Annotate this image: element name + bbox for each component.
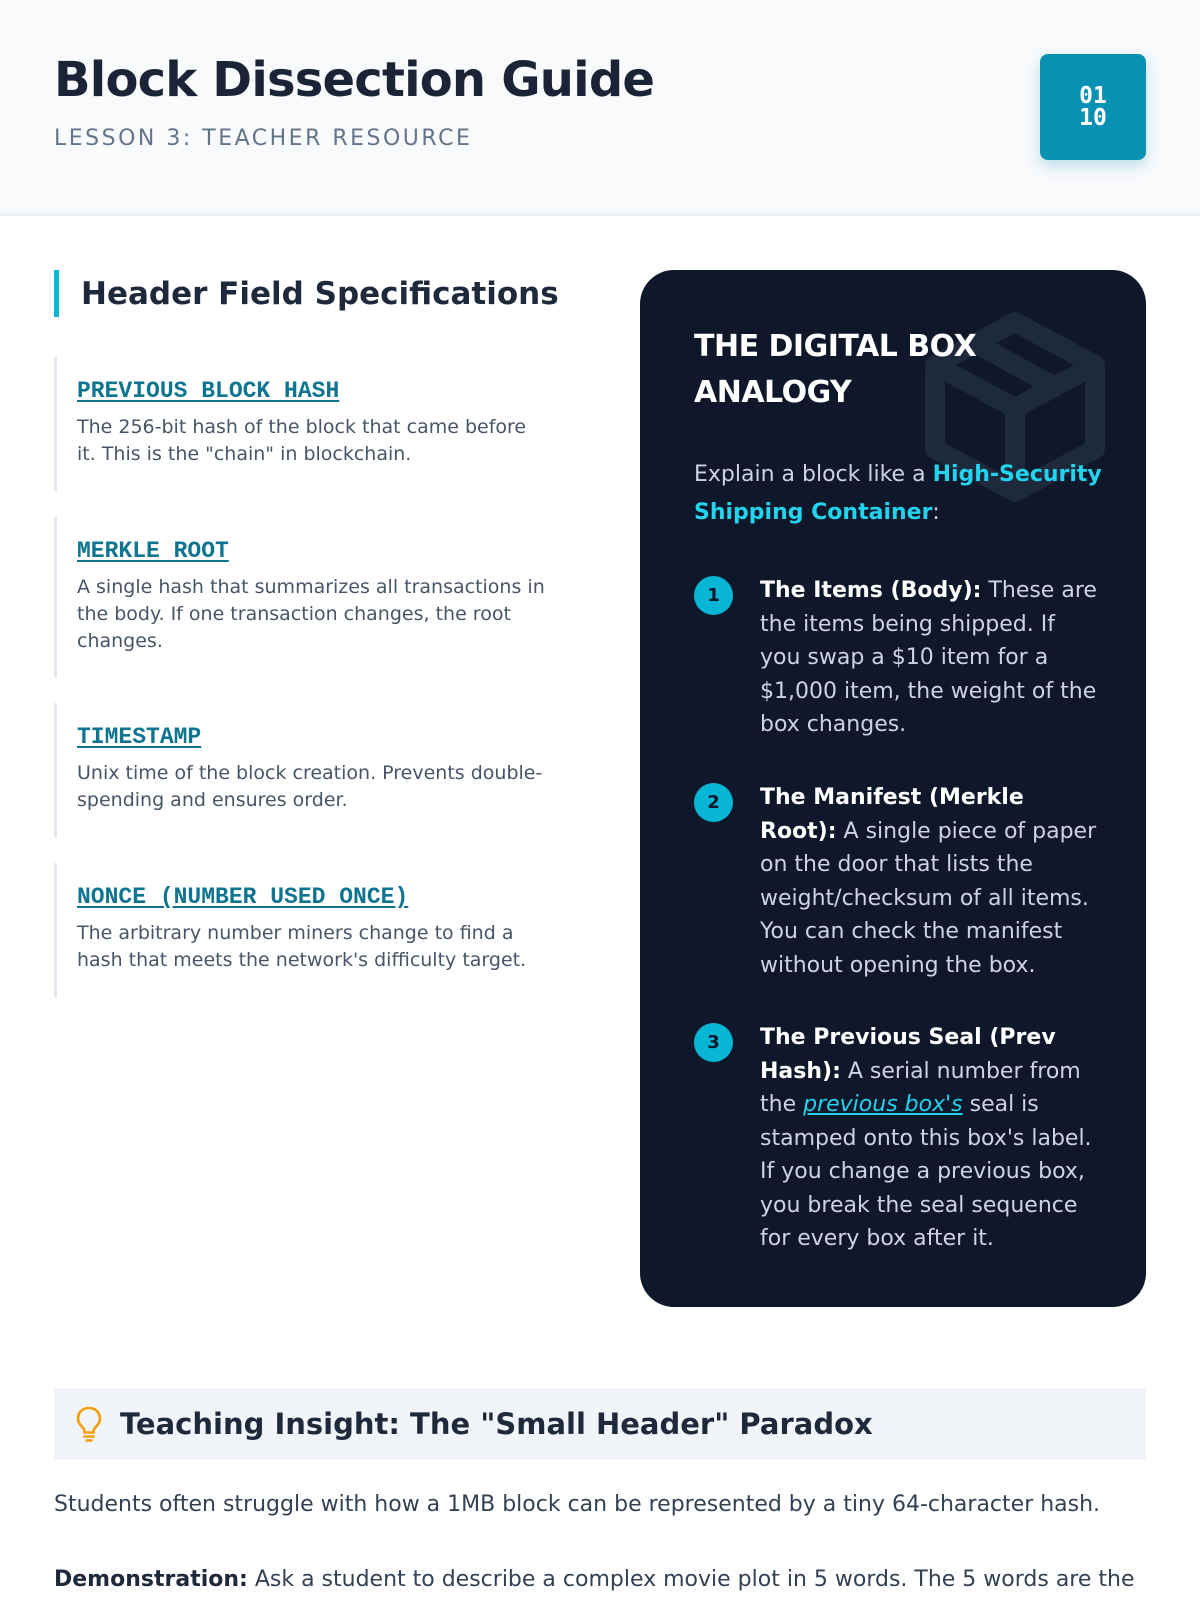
step-text [760, 574, 1102, 742]
step-body: These are the items being shipped. If you swap a $10 item for a $1,000 item, the weight of the box changes. [760, 578, 1097, 737]
lightbulb-icon [74, 1405, 104, 1443]
section-heading [54, 270, 559, 317]
page-header [0, 0, 1200, 216]
field-name-link[interactable]: TIMESTAMP [77, 724, 202, 750]
field-description: Unix time of the block creation. Prevents double-spending and ensures order. [77, 762, 543, 811]
demonstration-text: Ask a student to describe a complex movie plot in 5 words. The 5 words are the [247, 1567, 1135, 1592]
intro-prefix: Explain a block like a [694, 462, 933, 487]
page-title: Block Dissection Guide [54, 52, 655, 108]
step-number-badge: 1 [694, 576, 733, 615]
field-description: A single hash that summarizes all transactions in the body. If one transaction changes, the root changes. [77, 576, 545, 652]
field-name-link[interactable]: NONCE (NUMBER USED ONCE) [77, 884, 409, 910]
field-description: The arbitrary number miners change to find a hash that meets the network's difficulty target. [77, 922, 527, 971]
field-spec-nonce [54, 863, 554, 997]
step-body: A single piece of paper on the door that lists the weight/checksum of all items. You can check the manifest without opening the box. [760, 818, 1097, 978]
step-number-badge: 3 [694, 1023, 733, 1062]
step-number-badge: 2 [694, 783, 733, 822]
step-text [760, 781, 1102, 982]
analogy-title: THE DIGITAL BOX ANALOGY [694, 329, 977, 410]
intro-highlight: High-Security Shipping Container [694, 462, 1102, 525]
binary-logo [1040, 54, 1146, 160]
insight-paragraph: Students often struggle with how a 1MB block can be represented by a tiny 64-character hash. [54, 1492, 1101, 1517]
binary-logo-text: 01 10 [1079, 83, 1107, 131]
demonstration-label: Demonstration: [54, 1567, 248, 1592]
step-lead: The Previous Seal (Prev Hash): [760, 1025, 1056, 1084]
step-body: A serial number from the [760, 1058, 1081, 1117]
analogy-card [640, 270, 1146, 1307]
field-name-link[interactable]: MERKLE ROOT [77, 538, 229, 564]
field-description: The 256-bit hash of the block that came before it. This is the "chain" in blockchain. [77, 416, 527, 465]
analogy-intro [694, 456, 1104, 532]
intro-suffix: : [932, 500, 940, 525]
demonstration-paragraph [54, 1565, 1154, 1595]
step-text [760, 1021, 1102, 1256]
field-name-link[interactable]: PREVIOUS BLOCK HASH [77, 378, 340, 404]
teaching-insight-banner [54, 1388, 1146, 1460]
section-heading-text: Header Field Specifications [81, 275, 559, 312]
step-body: seal is stamped onto this box's label. If you change a previous box, you break the seal sequence for every box after it. [760, 1092, 1092, 1251]
field-spec-timestamp [54, 703, 554, 837]
step-lead: The Items (Body): [760, 578, 982, 603]
step-lead: The Manifest (Merkle Root): [760, 785, 1024, 844]
field-spec-previous-block-hash [54, 357, 554, 491]
insight-title: Teaching Insight: The "Small Header" Paradox [120, 1407, 873, 1441]
page-subtitle: LESSON 3: TEACHER RESOURCE [54, 126, 473, 151]
field-spec-merkle-root [54, 517, 554, 677]
previous-box-link[interactable]: previous box's [803, 1092, 963, 1117]
